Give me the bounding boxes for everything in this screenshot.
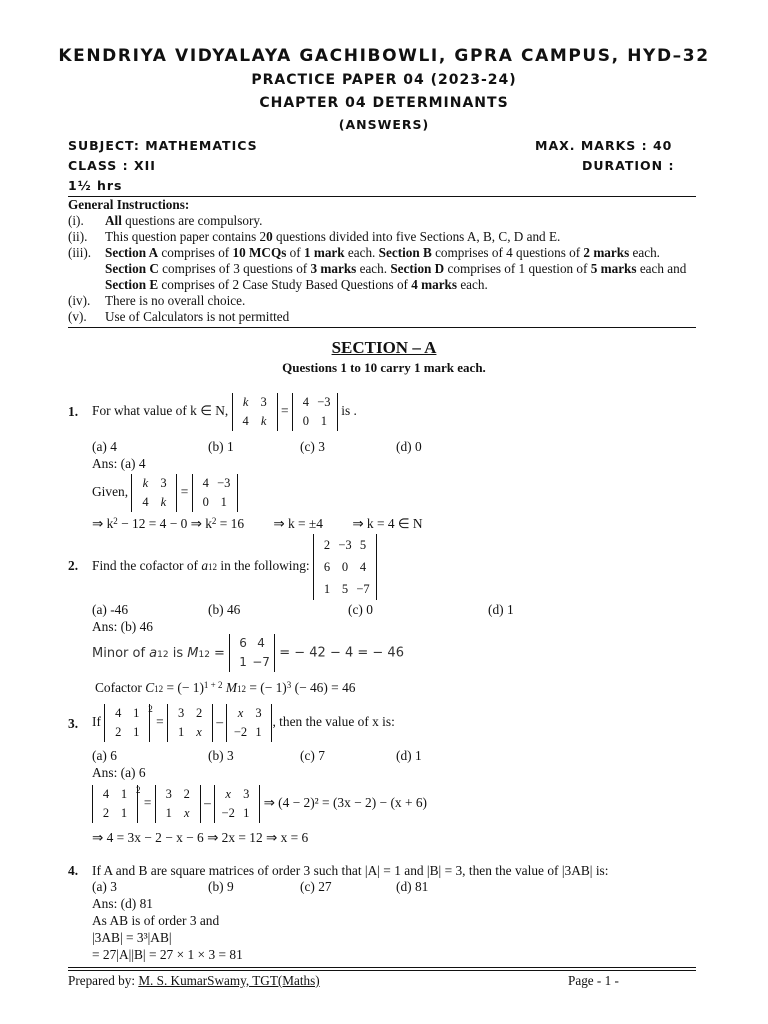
answer: Ans: (b) 46 xyxy=(92,619,153,634)
prepared-label: Prepared by: xyxy=(68,973,139,988)
determinant-entry: 0 xyxy=(202,495,209,509)
instructions-title: General Instructions: xyxy=(68,197,190,212)
determinant-entry: x xyxy=(184,806,190,820)
determinant-entry: 1 xyxy=(177,725,185,739)
determinant-entry: 1 xyxy=(220,495,227,509)
school-title: KENDRIYA VIDYALAYA GACHIBOWLI, GPRA CAMPUS, HYD–32 xyxy=(58,46,710,66)
determinant-entry: 4 xyxy=(242,414,249,428)
option: (b) 3 xyxy=(208,748,234,763)
determinant-entry: 3 xyxy=(243,787,250,801)
work-text: = (− 1) xyxy=(163,680,204,695)
determinant-entry: 3 xyxy=(177,706,185,720)
determinant xyxy=(192,474,238,512)
general-instructions xyxy=(68,197,698,325)
determinant-entry: 0 xyxy=(341,560,349,574)
work-text: = (− 1) xyxy=(246,680,287,695)
working: As AB is of order 3 and xyxy=(92,913,220,928)
work-text: ⇒ k xyxy=(92,516,114,531)
exponent: 2 xyxy=(136,785,141,795)
determinant xyxy=(232,393,278,431)
determinant xyxy=(155,785,201,823)
determinant-entry: x xyxy=(237,706,244,720)
option: (c) 0 xyxy=(348,602,373,617)
minor-working: Minor of a12 is M12 = 6 4 1 −7 = − 42 − 4 = − 46 xyxy=(92,634,404,672)
exponent: 2 xyxy=(148,704,153,714)
q3-if: If xyxy=(92,714,101,730)
instruction-text: All questions are compulsory. xyxy=(105,213,263,228)
instruction-number: (v). xyxy=(68,309,87,324)
determinant-entry: 5 xyxy=(359,538,367,552)
option: (d) 1 xyxy=(488,602,514,617)
instruction-item xyxy=(68,229,698,245)
duration-label: DURATION : xyxy=(582,158,675,173)
determinant xyxy=(313,534,377,600)
option: (c) 27 xyxy=(300,879,332,894)
q3-text: , then the value of x is: xyxy=(272,714,395,730)
q2-var: a xyxy=(201,558,209,573)
q2-text: in the following: xyxy=(217,558,310,573)
class-label: CLASS : XII xyxy=(68,158,156,173)
work-text: ⇒ k = 4 ∈ N xyxy=(352,516,423,531)
exponent: 1 + 2 xyxy=(203,680,223,690)
instruction-number: (iv). xyxy=(68,293,91,308)
option: (d) 81 xyxy=(396,879,429,894)
determinant xyxy=(92,785,138,823)
work-text: ⇒ (4 − 2)² = (3x − 2) − (x + 6) xyxy=(263,795,428,811)
instruction-number: (iii). xyxy=(68,245,92,260)
working: = 27|A||B| = 27 × 1 × 3 = 81 xyxy=(92,947,243,962)
instruction-text: Use of Calculators is not permitted xyxy=(105,309,290,324)
option: (a) 4 xyxy=(92,439,117,454)
answer: Ans: (d) 81 xyxy=(92,896,153,911)
determinant-entry: 1 xyxy=(165,806,172,820)
determinant xyxy=(292,393,338,431)
work-text: (− 46) = 46 xyxy=(291,680,356,695)
option: (a) 6 xyxy=(92,748,117,763)
footer-divider xyxy=(68,970,696,971)
instruction-text: This question paper contains 20 questions divided into five Sections A, B, C, D and E. xyxy=(105,229,561,244)
determinant-entry: 2 xyxy=(115,725,122,739)
max-marks-label: MAX. MARKS : 40 xyxy=(535,138,673,153)
author-name: M. S. KumarSwamy, TGT(Maths) xyxy=(138,973,320,988)
determinant-entry: −7 xyxy=(356,582,370,596)
determinant-entry: −3 xyxy=(217,476,231,490)
determinant-entry: 4 xyxy=(359,560,367,574)
work-text: Cofactor xyxy=(95,680,146,695)
instruction-number: (ii). xyxy=(68,229,88,244)
option: (c) 3 xyxy=(300,439,325,454)
determinant xyxy=(229,634,275,672)
instruction-item xyxy=(68,213,698,229)
determinant-entry: 4 xyxy=(142,495,149,509)
determinant-entry: −2 xyxy=(233,725,248,739)
working: ⇒ $k^2 - 12 = 4 - 0$ ⇒ $k^2 = 16$ ⇒ k = ±4 ⇒ k = 4 ∈ N xyxy=(92,516,423,531)
option: (a) 3 xyxy=(92,879,117,894)
answer: Ans: (a) 6 xyxy=(92,765,146,780)
instructions-list xyxy=(68,213,698,325)
section-title: SECTION – A xyxy=(331,338,437,357)
determinant xyxy=(226,704,272,742)
determinant-entry: 4 xyxy=(102,787,110,801)
determinant-entry: k xyxy=(142,476,149,490)
determinant xyxy=(214,785,260,823)
question-number: 3. xyxy=(68,716,79,731)
question-text: For what value of k ∈ N, k 3 4 k = 4 −3 0 1 is . xyxy=(92,393,357,431)
determinant-entry: 6 xyxy=(239,636,247,650)
determinant-entry: k xyxy=(160,495,167,509)
option: (c) 7 xyxy=(300,748,325,763)
option: (b) 46 xyxy=(208,602,241,617)
determinant-entry: 1 xyxy=(120,787,128,801)
answer: Ans: (a) 4 xyxy=(92,456,146,471)
prepared-by xyxy=(68,973,320,989)
work-text: = 16 xyxy=(216,516,245,531)
determinant-entry: 4 xyxy=(115,706,122,720)
determinant-entry: 6 xyxy=(323,560,331,574)
working: Given, k 3 4 k = 4 −3 0 1 xyxy=(92,474,238,512)
page-number: Page - 1 - xyxy=(568,973,619,988)
chapter-title: CHAPTER 04 DETERMINANTS xyxy=(259,95,509,111)
q2-sub: 12 xyxy=(208,562,218,572)
option: (b) 1 xyxy=(208,439,234,454)
determinant-entry: 1 xyxy=(133,725,140,739)
determinant-entry: 4 xyxy=(257,636,265,650)
determinant-entry: 2 xyxy=(195,706,203,720)
work-text: is xyxy=(168,645,188,661)
determinant-entry: −2 xyxy=(221,806,235,820)
instruction-text: Section A comprises of 10 MCQs of 1 mark each. Section B comprises of 4 questions of 2 marks each. Section C comprises of 3 questions of 3 marks each. Section D comprises of 1 question of 5 marks each and Section E comprises of 2 Case Study Based Questions of 4 marks each. xyxy=(105,245,687,292)
determinant-entry: 2 xyxy=(183,787,190,801)
work-text: ⇒ k = ±4 xyxy=(273,516,323,531)
determinant-entry: 1 xyxy=(239,655,247,669)
determinant-entry: x xyxy=(225,787,231,801)
determinant-entry: −7 xyxy=(252,655,270,669)
q1-text: For what value of k ∈ N, xyxy=(92,403,229,419)
determinant-entry: 1 xyxy=(133,706,140,720)
working: 4 1 2 1 $^2$ = 3 2 1 x – x 3 −2 1 ⇒ (4 − 2)² = (3x − 2) − (x + 6) xyxy=(92,785,427,823)
determinant-entry: 4 xyxy=(302,395,310,409)
question-number: 4. xyxy=(68,863,79,878)
working: ⇒ 4 = 3x − 2 − x − 6 ⇒ 2x = 12 ⇒ x = 6 xyxy=(92,830,309,845)
determinant-entry: x xyxy=(196,725,202,739)
question-text xyxy=(92,534,377,600)
question-number: 2. xyxy=(68,558,79,573)
working: |3AB| = 3³|AB| xyxy=(92,930,172,945)
determinant-entry: 1 xyxy=(243,806,250,820)
determinant-entry: 3 xyxy=(260,395,267,409)
option: (a) -46 xyxy=(92,602,129,617)
option: (d) 0 xyxy=(396,439,422,454)
work-text: Minor of xyxy=(92,645,150,661)
instruction-item xyxy=(68,309,698,325)
work-text: = − 42 − 4 = − 46 xyxy=(279,645,404,661)
footer-divider xyxy=(68,967,696,968)
determinant xyxy=(104,704,150,742)
option: (d) 1 xyxy=(396,748,422,763)
determinant-entry: 1 xyxy=(255,725,262,739)
determinant-entry: 2 xyxy=(323,538,331,552)
given-label: Given, xyxy=(92,484,129,500)
question-text: If A and B are square matrices of order 3 such that |A| = 1 and |B| = 3, then the value of |3AB| is: xyxy=(92,863,609,878)
question-text: If 4 1 2 1 $^2$ = 3 2 1 x – x 3 −2 1 , then the value of x is: xyxy=(92,704,395,742)
determinant-entry: 1 xyxy=(120,806,128,820)
determinant xyxy=(131,474,177,512)
subject-label: SUBJECT: MATHEMATICS xyxy=(68,138,258,153)
section-subtitle: Questions 1 to 10 carry 1 mark each. xyxy=(282,360,486,375)
q2-text: Find the cofactor of xyxy=(92,558,202,573)
determinant-entry: k xyxy=(260,414,267,428)
determinant-entry: 3 xyxy=(255,706,262,720)
determinant-entry: −3 xyxy=(317,395,331,409)
instruction-item xyxy=(68,293,698,309)
determinant-entry: 5 xyxy=(341,582,349,596)
determinant-entry: 1 xyxy=(320,414,328,428)
determinant-entry: 2 xyxy=(102,806,110,820)
determinant-entry: −3 xyxy=(338,538,352,552)
determinant-entry: 3 xyxy=(160,476,167,490)
q1-tail: is . xyxy=(341,403,357,419)
determinant-entry: 1 xyxy=(323,582,331,596)
question-number: 1. xyxy=(68,404,79,419)
cofactor-working: Cofactor C12 = (− 1)$^{1 + 2}$ M12 = (− 1)$^3$ (− 46) = 46 xyxy=(95,680,356,695)
exponent: 3 xyxy=(286,680,292,690)
divider-instructions xyxy=(68,327,696,328)
determinant-entry: 4 xyxy=(202,476,209,490)
work-text: − 12 = 4 − 0 ⇒ k xyxy=(117,516,212,531)
answers-label: (ANSWERS) xyxy=(338,117,430,132)
determinant-entry: 3 xyxy=(165,787,172,801)
option: (b) 9 xyxy=(208,879,234,894)
paper-title: PRACTICE PAPER 04 (2023-24) xyxy=(251,72,517,88)
duration-value: 1½ hrs xyxy=(68,178,123,193)
determinant-entry: 0 xyxy=(302,414,310,428)
instruction-text: There is no overall choice. xyxy=(105,293,246,308)
instruction-item xyxy=(68,245,698,293)
determinant xyxy=(167,704,213,742)
instruction-number: (i). xyxy=(68,213,84,228)
determinant-entry: k xyxy=(242,395,249,409)
